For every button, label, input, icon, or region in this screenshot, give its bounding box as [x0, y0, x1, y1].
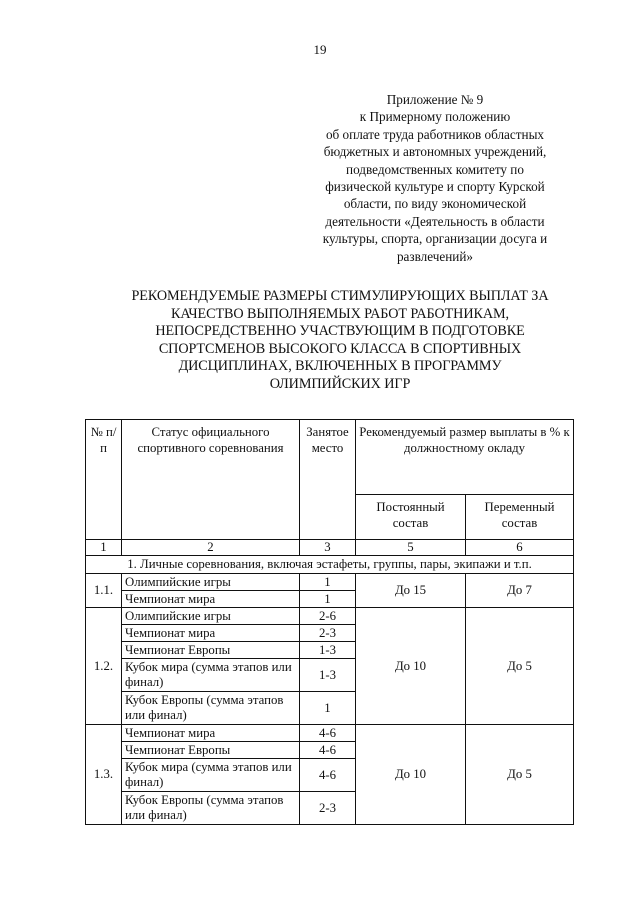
place-cell: 1 [300, 591, 356, 608]
header-status: Статус официального спортивного соревнования [122, 420, 300, 540]
column-number: 6 [466, 540, 574, 556]
appendix-line: к Примерному положению [359, 109, 511, 125]
appendix-line: деятельности «Деятельность в области [325, 213, 545, 229]
place-cell: 2-3 [300, 792, 356, 825]
payments-table [85, 419, 574, 825]
place-cell: 4-6 [300, 759, 356, 792]
place-cell: 2-6 [300, 608, 356, 625]
status-cell: Чемпионат мира [122, 591, 300, 608]
title-line: РЕКОМЕНДУЕМЫЕ РАЗМЕРЫ СТИМУЛИРУЮЩИХ ВЫПЛАТ ЗА [131, 288, 549, 304]
place-cell: 1-3 [300, 642, 356, 659]
place-cell: 1 [300, 692, 356, 725]
header-variable: Переменный состав [466, 495, 574, 540]
header-place: Занятое место [300, 420, 356, 540]
header-num: № п/п [86, 420, 122, 540]
appendix-line: об оплате труда работников областных [325, 126, 545, 142]
status-cell: Кубок мира (сумма этапов или финал) [122, 759, 300, 792]
place-cell: 4-6 [300, 742, 356, 759]
variable-cell: До 7 [466, 574, 574, 608]
title-line: КАЧЕСТВО ВЫПОЛНЯЕМЫХ РАБОТ РАБОТНИКАМ, [171, 305, 509, 322]
title-line: ДИСЦИПЛИНАХ, ВКЛЮЧЕННЫХ В ПРОГРАММУ [178, 358, 502, 375]
status-cell: Олимпийские игры [122, 608, 300, 625]
status-cell: Олимпийские игры [122, 574, 300, 591]
group-number: 1.1. [86, 574, 122, 608]
title-line: СПОРТСМЕНОВ ВЫСОКОГО КЛАССА В СПОРТИВНЫХ [158, 340, 522, 357]
title-line: НЕПОСРЕДСТВЕННО УЧАСТВУЮЩИМ В ПОДГОТОВКЕ [155, 323, 525, 340]
column-number-row [86, 540, 574, 556]
status-cell: Чемпионат мира [122, 725, 300, 742]
table-row [86, 574, 574, 591]
appendix-line: области, по виду экономической [343, 196, 527, 212]
place-cell: 2-3 [300, 625, 356, 642]
appendix-block [300, 91, 570, 265]
status-cell: Чемпионат Европы [122, 642, 300, 659]
header-permanent: Постоянный состав [356, 495, 466, 540]
place-cell: 1-3 [300, 659, 356, 692]
section-title: 1. Личные соревнования, включая эстафеты, группы, пары, экипажи и т.п. [86, 556, 574, 574]
column-number: 3 [300, 540, 356, 556]
column-number: 1 [86, 540, 122, 556]
appendix-line: бюджетных и автономных учреждений, [323, 144, 547, 160]
variable-cell: До 5 [466, 725, 574, 825]
status-cell: Кубок мира (сумма этапов или финал) [122, 659, 300, 692]
permanent-cell: До 15 [356, 574, 466, 608]
table-row [86, 608, 574, 625]
appendix-line: Приложение № 9 [386, 92, 484, 107]
column-number: 5 [356, 540, 466, 556]
variable-cell: До 5 [466, 608, 574, 725]
table-header-row [86, 420, 574, 495]
group-number: 1.3. [86, 725, 122, 825]
status-cell: Чемпионат Европы [122, 742, 300, 759]
document-title [100, 288, 580, 394]
status-cell: Кубок Европы (сумма этапов или финал) [122, 692, 300, 725]
column-number: 2 [122, 540, 300, 556]
appendix-line: подведомственных комитету по [346, 161, 524, 177]
table-row [86, 725, 574, 742]
page-number: 19 [313, 42, 327, 57]
appendix-line: развлечений» [396, 248, 474, 264]
section-row [86, 556, 574, 574]
status-cell: Кубок Европы (сумма этапов или финал) [122, 792, 300, 825]
appendix-line: физической культуре и спорту Курской [325, 179, 545, 195]
header-recommended: Рекомендуемый размер выплаты в % к должностному окладу [356, 420, 574, 495]
title-line: ОЛИМПИЙСКИХ ИГР [269, 375, 411, 392]
place-cell: 4-6 [300, 725, 356, 742]
group-number: 1.2. [86, 608, 122, 725]
status-cell: Чемпионат мира [122, 625, 300, 642]
permanent-cell: До 10 [356, 608, 466, 725]
permanent-cell: До 10 [356, 725, 466, 825]
place-cell: 1 [300, 574, 356, 591]
appendix-line: культуры, спорта, организации досуга и [322, 231, 548, 247]
